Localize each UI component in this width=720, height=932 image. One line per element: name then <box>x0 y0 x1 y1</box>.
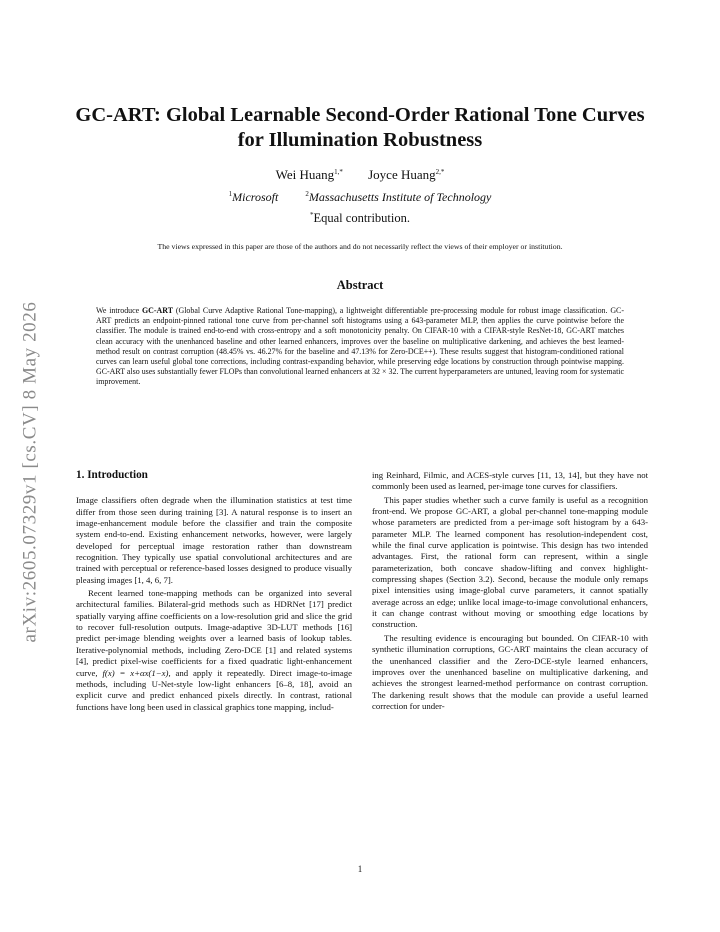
section-heading-introduction: 1. Introduction <box>76 469 148 481</box>
abstract-intro: We introduce <box>96 306 142 315</box>
arxiv-identifier-text: arXiv:2605.07329v1 [cs.CV] 8 May 2026 <box>19 301 41 643</box>
arxiv-identifier <box>6 262 54 682</box>
intro-formula: f(x) = x+αx(1−x) <box>102 667 169 678</box>
affiliation-2-sup: 2 <box>305 190 309 198</box>
affiliation-2-name: Massachusetts Institute of Technology <box>308 190 492 204</box>
author-1-sup: 1,* <box>334 168 343 176</box>
right-column <box>372 470 648 712</box>
author-list <box>60 167 660 183</box>
author-2-name: Joyce Huang <box>368 167 436 182</box>
affiliation-list <box>60 190 660 205</box>
title-line-1: GC-ART: Global Learnable Second-Order Rational Tone Curves <box>75 104 645 126</box>
author-2-sup: 2,* <box>435 168 445 176</box>
author-2 <box>368 167 444 182</box>
intro-paragraph-2-continued: ing Reinhard, Filmic, and ACES-style curves [11, 13, 14], but they have not commonly been used as learned, per-image tone curves for classifiers. <box>372 470 648 492</box>
equal-contribution-note <box>60 211 660 226</box>
author-1-name: Wei Huang <box>275 167 335 182</box>
abstract-body <box>96 306 624 388</box>
title-line-2: for Illumination Robustness <box>237 129 483 151</box>
equal-contribution-text: Equal contribution. <box>313 211 410 225</box>
disclaimer: The views expressed in this paper are those of the authors and do not necessarily reflect the views of their employer or institution. <box>157 242 563 251</box>
affiliation-1-sup: 1 <box>228 190 233 198</box>
affiliation-1-name: Microsoft <box>232 190 279 204</box>
paper-title <box>60 103 660 153</box>
page-number: 1 <box>357 864 363 874</box>
intro-paragraph-2 <box>76 588 352 713</box>
author-1 <box>276 167 343 182</box>
abstract-heading: Abstract <box>336 278 384 292</box>
abstract-method-name: GC-ART <box>142 306 174 315</box>
intro-paragraph-3: This paper studies whether such a curve family is useful as a recognition front-end. We propose GC-ART, a global per-channel tone-mapping module whose parameters are predicted from a per-image soft histogram by a 643-parameter MLP. The learned component has resolution-independent cost, while the final curve application is pointwise. This design has two intended advantages. First, the rational form can represent, within a single parameterization, both concave shadow-lifting and convex highlight-compressing shapes (Section 3.2). Second, because the module only remaps pixel intensities using image-global curve parameters, it cannot spatially average across an edge; unlike local image-to-image convolutional enhancers, it can change contrast without moving or smoothing edge locations by construction. <box>372 494 648 630</box>
intro-paragraph-2-part-b: , and apply it repeatedly. Direct image-to-image methods, including U-Net-style low-light enhancers [6–8, 18], avoid an explicit curve and predict enhanced pixels directly. In contrast, rational functions have long been used in classical graphics tone mapping, includ- <box>76 667 352 712</box>
affiliation-2 <box>305 190 491 204</box>
intro-paragraph-4: The resulting evidence is encouraging but bounded. On CIFAR-10 with synthetic illumination corruptions, GC-ART maintains the clean accuracy of the unenhanced classifier and the Zero-DCE-style learned enhancers, improves over the unenhanced baseline on multiplicative darkening, and achieves the strongest learned-method performance on contrast corruption. The darkening result shows that the module can provide a useful learned correction for under- <box>372 632 648 711</box>
equal-contribution-sup: * <box>309 211 314 219</box>
affiliation-1 <box>229 190 279 204</box>
intro-paragraph-1: Image classifiers often degrade when the illumination statistics at test time differ from those seen during training [3]. A natural response is to insert an image-enhancement module before the classifier and train the composite system end-to-end. Existing enhancement networks, however, were largely developed for perceptual image restoration rather than downstream recognition. They typically use spatial convolutional architectures and are trained with perceptual or reference-based losses designed to produce visually pleasing images [1, 4, 6, 7]. <box>76 495 352 585</box>
intro-paragraph-2-part-a: Recent learned tone-mapping methods can be organized into several architectural families. Bilateral-grid methods such as HDRNet [17] predict spatially varying affine coefficients on a low-resolution grid and slice the grid to recover full-resolution outputs. Image-adaptive 3D-LUT methods [16] predict per-image blending weights over a learned basis of lookup tables. Iterative-polynomial methods, including Zero-DCE [1] and related systems [4], predict pixel-wise coefficients for a fixed quadratic light-enhancement curve, <box>76 588 352 678</box>
abstract-rest: (Global Curve Adaptive Rational Tone-mapping), a lightweight differentiable pre-processing module for robust image classification. GC-ART predicts an endpoint-pinned rational tone curve from per-channel soft histograms using a 643-parameter MLP, then applies the curve pointwise before the classifier. The module is trained end-to-end with cross-entropy and a soft monotonicity penalty. On CIFAR-10 with a CIFAR-style ResNet-18, GC-ART matches clean accuracy with the unenhanced baseline and other learned enhancers, improves over the baseline on multiplicative darkening, and achieves the best learned-method result on contrast corruption (48.45% vs. 46.27% for the baseline and 47.13% for Zero-DCE++). These results suggest that histogram-conditioned rational curves can learn useful global tone corrections, including contrast-expanding behavior, while preserving edge locations by construction through pointwise mapping. GC-ART also uses substantially fewer FLOPs than convolutional learned enhancers at 32 × 32. The current hyperparameters are untuned, leaving room for systematic improvement. <box>96 306 624 387</box>
left-column <box>76 470 352 713</box>
